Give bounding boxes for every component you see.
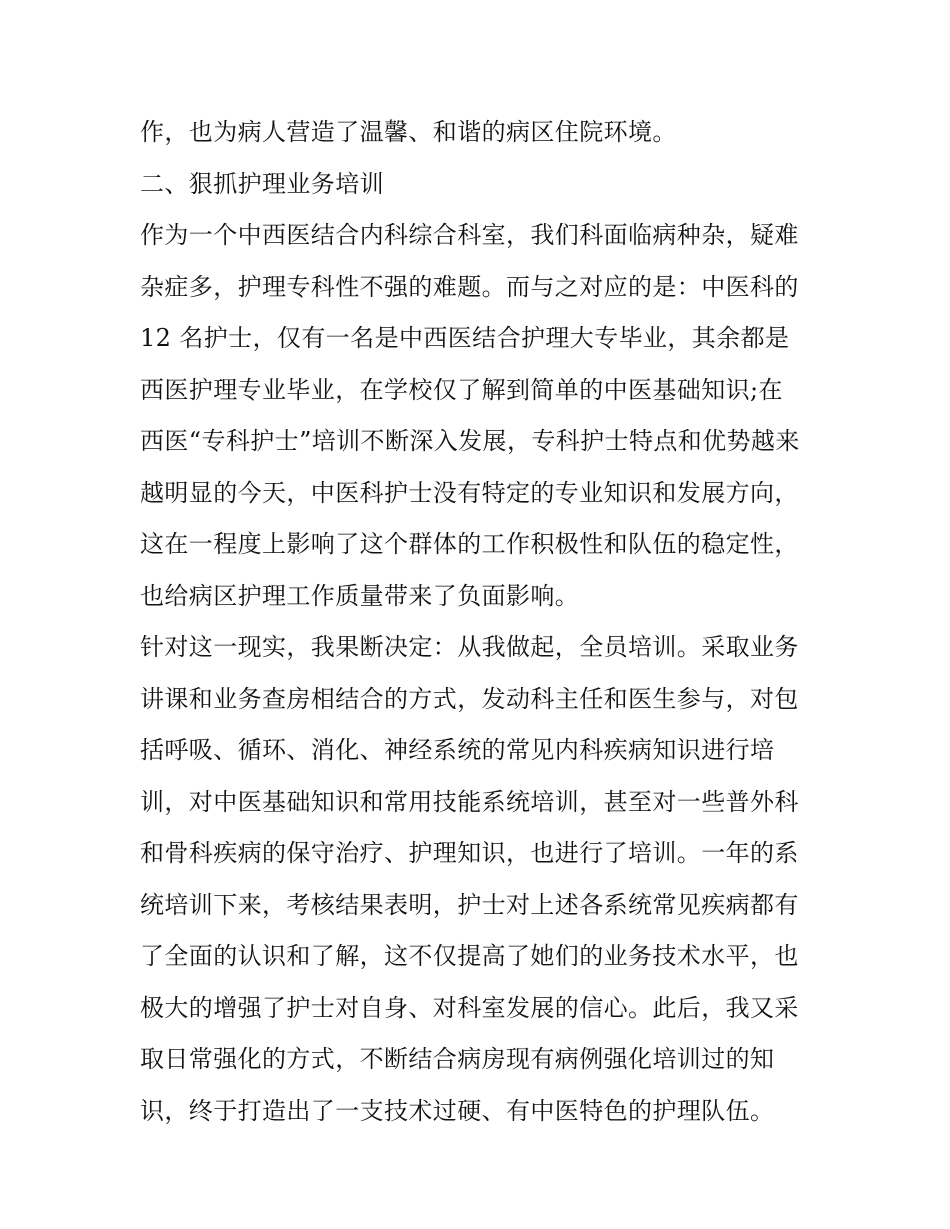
paragraph-line-4: 杂症多，护理专科性不强的难题。而与之对应的是：中医科的 [140,272,799,301]
section-heading: 二、狠抓护理业务培训 [140,169,384,198]
document-body [140,107,820,1137]
paragraph-line-16: 统培训下来，考核结果表明，护士对上述各系统常见疾病都有 [140,890,799,919]
paragraph-line-13: 括呼吸、循环、消化、神经系统的常见内科疾病知识进行培 [140,736,775,764]
paragraph-line-10: 也给病区护理工作质量带来了负面影响。 [140,581,580,610]
paragraph-line-12: 讲课和业务查房相结合的方式，发动科主任和医生参与，对包 [140,684,799,713]
paragraph-line-1: 作，也为病人营造了温馨、和谐的病区住院环境。 [140,118,677,146]
paragraph-line-9: 这在一程度上影响了这个群体的工作积极性和队伍的稳定性， [140,530,799,558]
paragraph-line-15: 和骨科疾病的保守治疗、护理知识，也进行了培训。一年的系 [140,839,799,867]
paragraph-line-8: 越明显的今天，中医科护士没有特定的专业知识和发展方向， [140,478,799,507]
paragraph-line-3: 作为一个中西医结合内科综合科室，我们科面临病种杂，疑难 [140,221,799,249]
paragraph-line-17: 了全面的认识和了解，这不仅提高了她们的业务技术水平，也 [140,942,799,970]
paragraph-line-18: 极大的增强了护士对自身、对科室发展的信心。此后，我又采 [140,993,799,1022]
paragraph-line-14: 训，对中医基础知识和常用技能系统培训，甚至对一些普外科 [140,787,799,816]
paragraph-line-19: 取日常强化的方式，不断结合病房现有病例强化培训过的知 [140,1045,775,1073]
paragraph-line-6: 西医护理专业毕业，在学校仅了解到简单的中医基础知识;在 [140,375,783,404]
paragraph-line-11: 针对这一现实，我果断决定：从我做起，全员培训。采取业务 [140,633,799,661]
paragraph-line-5: 12 名护士，仅有一名是中西医结合护理大专毕业，其余都是 [140,324,790,352]
paragraph-line-7: 西医“专科护士”培训不断深入发展，专科护士特点和优势越来 [140,427,800,455]
paragraph-line-20: 识，终于打造出了一支技术过硬、有中医特色的护理队伍。 [140,1096,775,1125]
